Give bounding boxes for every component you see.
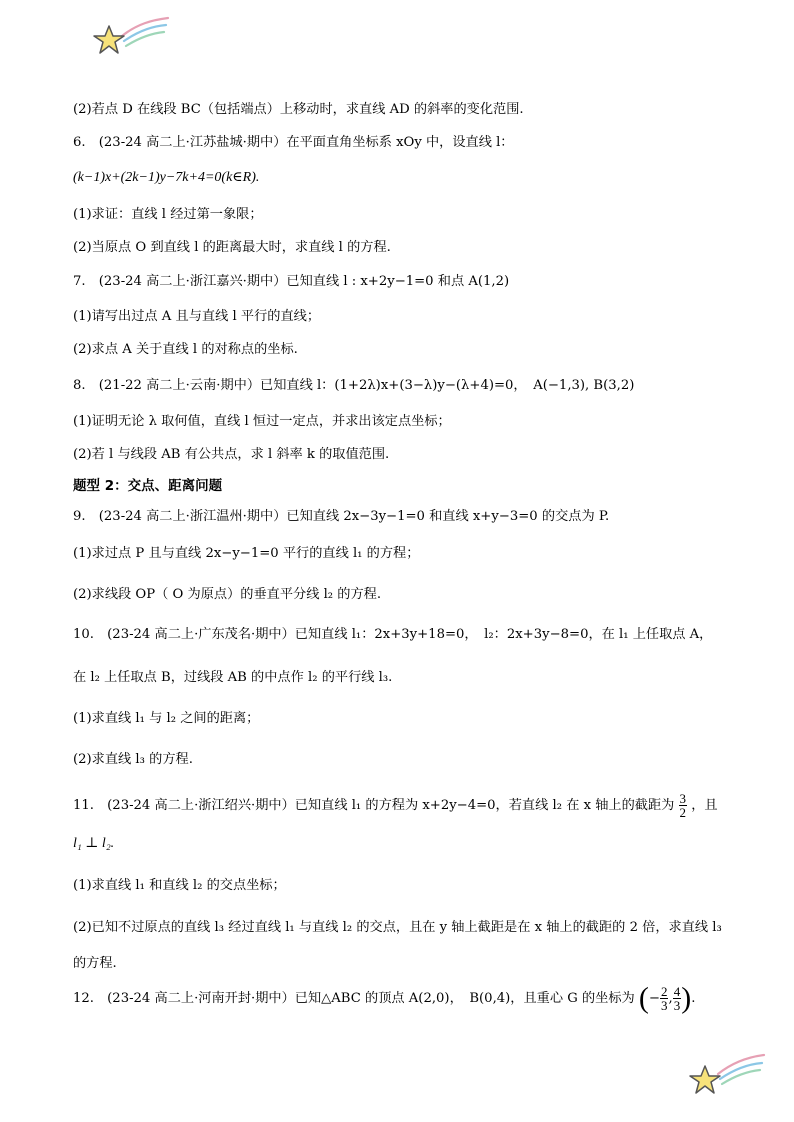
question-10-stem: 10. (23-24 高二上·广东茂名·期中）已知直线 l₁：2x+3y+18=0， l₂：2x+3y−8=0，在 l₁ 上任取点 A， bbox=[73, 627, 713, 642]
question-11-stem bbox=[73, 792, 734, 819]
fraction-three-halves bbox=[679, 792, 688, 819]
question-8-part-1: (1)证明无论 λ 取何值，直线 l 恒过一定点，并求出该定点坐标； bbox=[73, 414, 451, 429]
question-6-part-2: (2)当原点 O 到直线 l 的距离最大时，求直线 l 的方程. bbox=[73, 240, 391, 255]
question-11-stem-text: 11. (23-24 高二上·浙江绍兴·期中）已知直线 l₁ 的方程为 x+2y−4=0，若直线 l₂ 在 x 轴上的截距为 bbox=[73, 798, 675, 813]
shooting-star-bottom-icon bbox=[688, 1050, 768, 1098]
question-7-part-1: (1)请写出过点 A 且与直线 l 平行的直线； bbox=[73, 309, 321, 324]
left-paren: ( bbox=[638, 981, 649, 1015]
right-paren: ) bbox=[681, 981, 692, 1015]
question-12-stem-text: 12. (23-24 高二上·河南开封·期中）已知△ABC 的顶点 A(2,0)， B(0,4)，且重心 G 的坐标为 bbox=[73, 991, 635, 1006]
question-10-stem-cont: 在 l₂ 上任取点 B，过线段 AB 的中点作 l₂ 的平行线 l₃. bbox=[73, 670, 393, 685]
question-11-stem-tail: ，且 bbox=[691, 798, 718, 813]
question-8-stem: 8. (21-22 高二上·云南·期中）已知直线 l：(1+2λ)x+(3−λ)y−(λ+4)=0， A(−1,3), B(3,2) bbox=[73, 378, 635, 393]
question-10-part-2: (2)求直线 l₃ 的方程. bbox=[73, 752, 193, 767]
fraction-four-thirds bbox=[673, 985, 682, 1012]
question-7-stem: 7. (23-24 高二上·浙江嘉兴·期中）已知直线 l : x+2y−1=0 和点 A(1,2) bbox=[73, 274, 510, 289]
fraction-numerator: 3 bbox=[679, 791, 687, 806]
period: . bbox=[691, 991, 696, 1006]
question-11-perpendicular: l₁ ⊥ l₂. bbox=[73, 836, 115, 851]
fraction-denominator: 3 bbox=[660, 998, 668, 1013]
question-11-part-2: (2)已知不过原点的直线 l₃ 经过直线 l₁ 与直线 l₂ 的交点，且在 y 轴上截距是在 x 轴上的截距的 2 倍，求直线 l₃ bbox=[73, 920, 722, 935]
question-10-part-1: (1)求直线 l₁ 与 l₂ 之间的距离； bbox=[73, 711, 260, 726]
question-6-part-1: (1)求证：直线 l 经过第一象限； bbox=[73, 207, 263, 222]
question-6-equation: (k−1)x+(2k−1)y−7k+4=0(k∈R). bbox=[73, 170, 260, 185]
section-heading: 题型 2：交点、距离问题 bbox=[73, 478, 223, 494]
fraction-numerator: 2 bbox=[660, 984, 668, 999]
fraction-denominator: 2 bbox=[679, 805, 687, 820]
comma-separator: , bbox=[668, 991, 673, 1006]
fraction-numerator: 4 bbox=[673, 984, 681, 999]
shooting-star-top-icon bbox=[92, 14, 172, 58]
question-8-part-2: (2)若 l 与线段 AB 有公共点，求 l 斜率 k 的取值范围. bbox=[73, 447, 390, 462]
question-9-part-2: (2)求线段 OP（ O 为原点）的垂直平分线 l₂ 的方程. bbox=[73, 587, 382, 602]
question-11-part-2-cont: 的方程. bbox=[73, 956, 117, 971]
fraction-denominator: 3 bbox=[673, 998, 681, 1013]
question-9-part-1: (1)求过点 P 且与直线 2x−y−1=0 平行的直线 l₁ 的方程； bbox=[73, 546, 420, 561]
question-5-part-2: (2)若点 D 在线段 BC（包括端点）上移动时，求直线 AD 的斜率的变化范围. bbox=[73, 102, 524, 117]
minus-sign: − bbox=[648, 991, 660, 1006]
question-7-part-2: (2)求点 A 关于直线 l 的对称点的坐标. bbox=[73, 342, 298, 357]
question-9-stem: 9. (23-24 高二上·浙江温州·期中）已知直线 2x−3y−1=0 和直线 x+y−3=0 的交点为 P. bbox=[73, 509, 610, 524]
question-12-stem bbox=[73, 981, 734, 1015]
question-11-part-1: (1)求直线 l₁ 和直线 l₂ 的交点坐标； bbox=[73, 878, 286, 893]
question-6-stem: 6. (23-24 高二上·江苏盐城·期中）在平面直角坐标系 xOy 中，设直线 l： bbox=[73, 135, 514, 150]
